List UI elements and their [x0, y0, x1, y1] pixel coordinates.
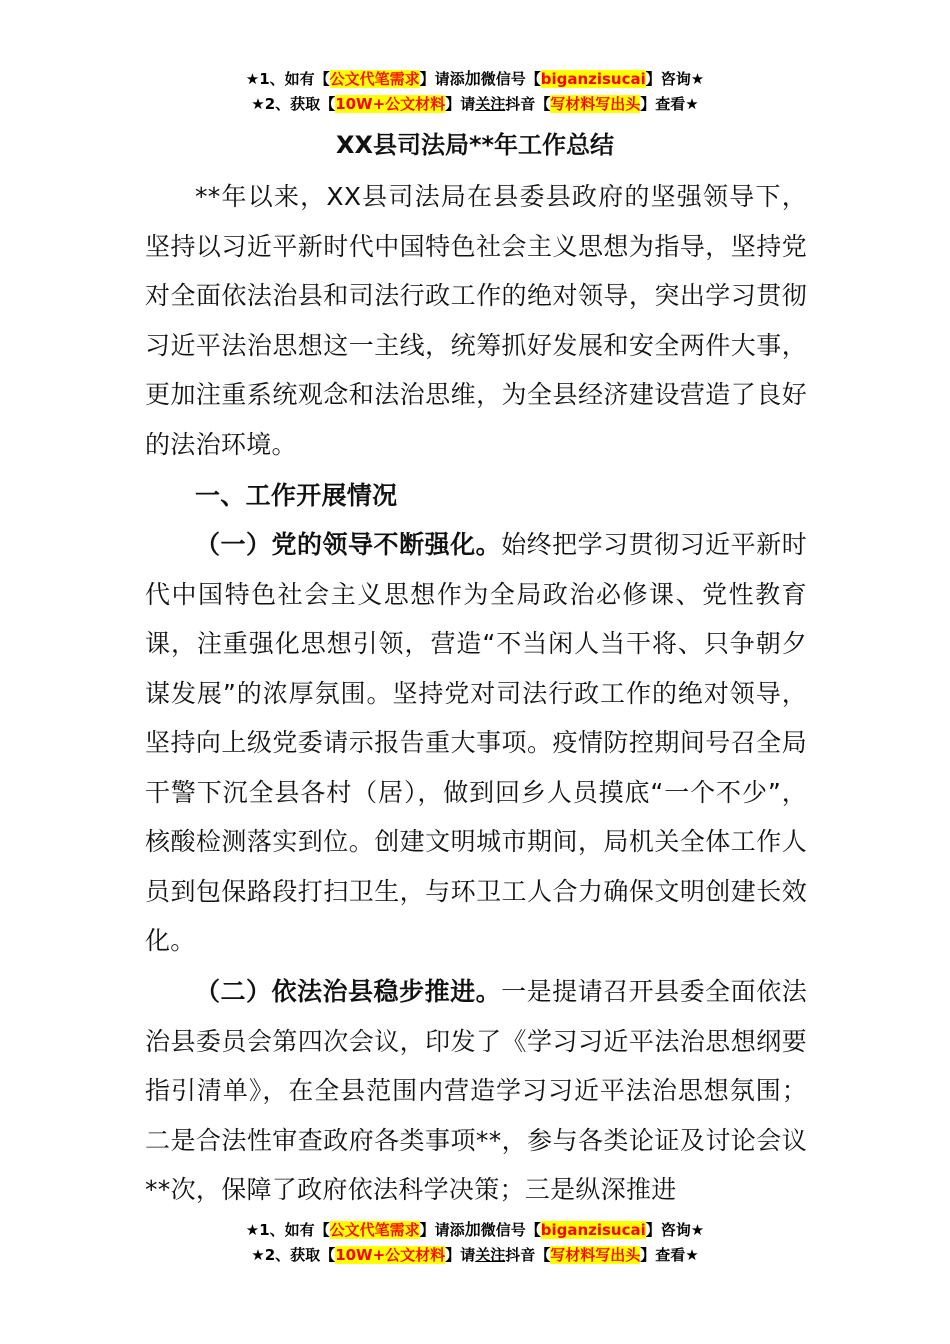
- promo-text: 】请添: [419, 1221, 465, 1239]
- promo-wechat-id: biganzisucai: [540, 70, 646, 88]
- promo-text: ★1、如有【: [245, 70, 330, 88]
- promo-text: 】请: [445, 95, 476, 113]
- promo-highlight: 10W+公文材料: [335, 95, 446, 113]
- promo-banner-top: [0, 66, 950, 117]
- paragraph-body: 始终把学习贯彻习近平新时代中国特色社会主义思想作为全局政治必修课、党性教育课，注重强化思想引领，营造“不当闲人当干将、只争朝夕谋发展”的浓厚氛围。坚持党对司法行政工作的绝对领导，坚持向上级党委请示报告重大事项。疫情防控期间号召全局干警下沉全县各村（居），做到回乡人员摸底“一个不少”，核酸检测落实到位。创建文明城市期间，局机关全体工作人员到包保路段打扫卫生，与环卫工人合力确保文明创建长效化。: [145, 530, 807, 955]
- promo-line-1: [0, 1217, 950, 1243]
- promo-highlight: 10W+公文材料: [335, 1246, 446, 1264]
- promo-text: 抖音【: [505, 1246, 551, 1264]
- section-heading: [145, 471, 807, 521]
- promo-text: 】咨询★: [645, 70, 705, 88]
- promo-account: 写材料写出头: [550, 1246, 641, 1264]
- paragraph-body: 一是提请召开县委全面依法治县委员会第四次会议，印发了《学习习近平法治思想纲要指引清单》，在全县范围内营造学习习近平法治思想氛围；二是合法性审查政府各类事项**，参与各类论证及讨论会议**次，保障了政府依法科学决策；三是纵深推进: [145, 977, 807, 1204]
- promo-text: 】查看★: [640, 1246, 699, 1264]
- section-1-heading: 一、工作开展情况: [195, 481, 398, 510]
- paragraph-lead: （二）依法治县稳步推进。: [195, 977, 502, 1006]
- promo-text: 关注: [475, 1246, 506, 1264]
- promo-text: 微信号【: [480, 1221, 541, 1239]
- promo-wechat-id: biganzisucai: [540, 1221, 646, 1239]
- document-title: XX县司法局**年工作总结: [335, 131, 615, 159]
- promo-text: ★1、如有【: [245, 1221, 330, 1239]
- promo-text: 】请添: [419, 70, 465, 88]
- promo-text: 关注: [475, 95, 506, 113]
- promo-account: 写材料写出头: [550, 95, 641, 113]
- paragraph-lead: （一）党的领导不断强化。: [195, 530, 502, 559]
- promo-line-2: [0, 1243, 950, 1268]
- promo-text: ★2、获取【: [251, 95, 336, 113]
- promo-text: ★2、获取【: [251, 1246, 336, 1264]
- paragraph-party-leadership: [145, 520, 807, 966]
- promo-text: 加: [464, 1220, 481, 1239]
- intro-paragraph: [145, 172, 807, 469]
- intro-text: **年以来，XX县司法局在县委县政府的坚强领导下，坚持以习近平新时代中国特色社会主义思想为指导，坚持党对全面依法治县和司法行政工作的绝对领导，突出学习贯彻习近平法治思想这一主线，统筹抓好发展和安全两件大事，更加注重系统观念和法治思维，为全县经济建设营造了良好的法治环境。: [145, 182, 807, 459]
- promo-text: 微信号【: [480, 70, 541, 88]
- promo-highlight: 公文代笔需求: [329, 70, 420, 88]
- promo-text: 加: [464, 69, 481, 88]
- promo-line-2: [0, 92, 950, 117]
- promo-text: 】请: [445, 1246, 476, 1264]
- paragraph-rule-of-law: [145, 967, 807, 1215]
- promo-text: 】咨询★: [645, 1221, 705, 1239]
- promo-highlight: 公文代笔需求: [329, 1221, 420, 1239]
- promo-line-1: [0, 66, 950, 92]
- promo-banner-bottom: [0, 1217, 950, 1268]
- promo-text: 抖音【: [505, 95, 551, 113]
- promo-text: 】查看★: [640, 95, 699, 113]
